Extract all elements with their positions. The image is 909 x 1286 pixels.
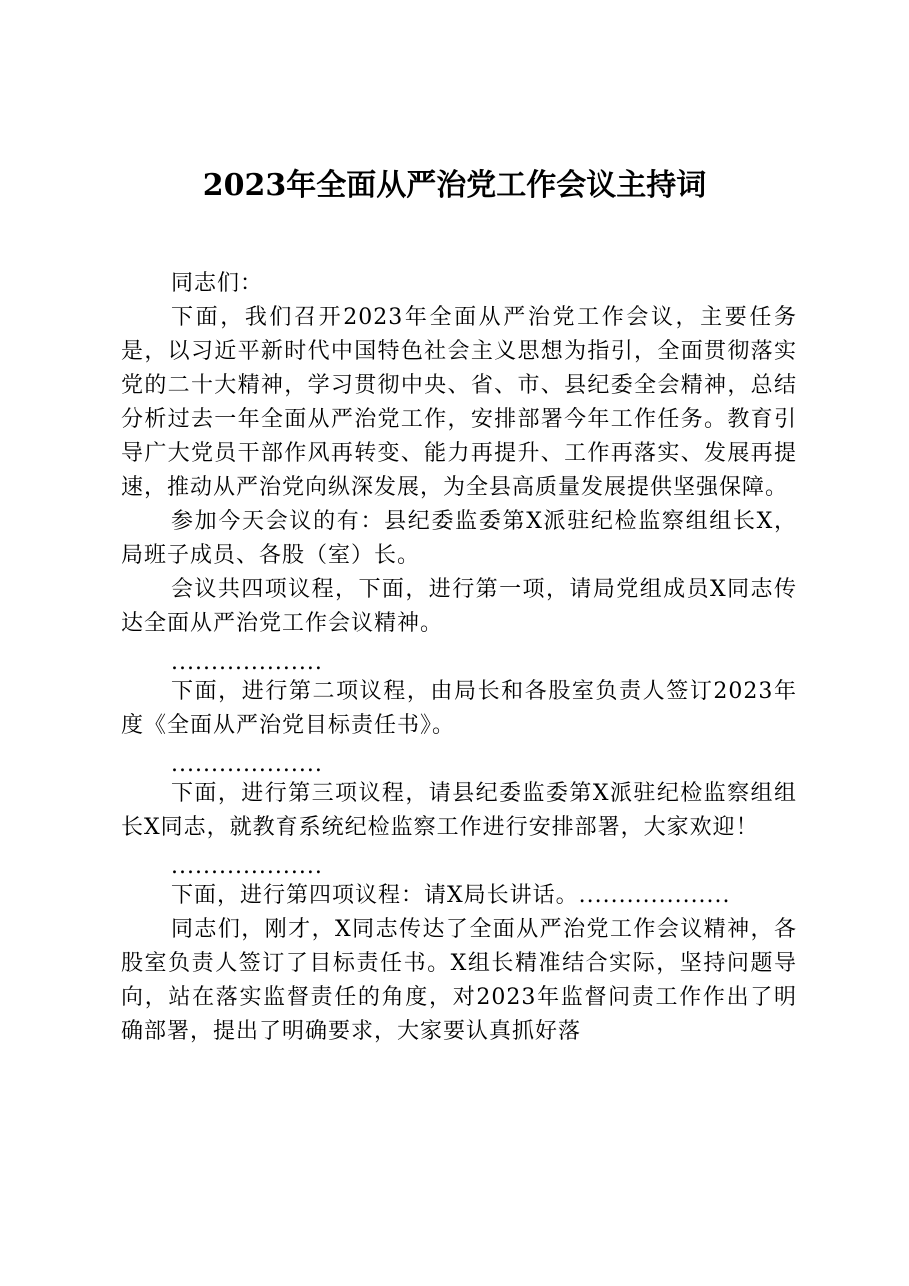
ellipsis-line: ................... bbox=[171, 854, 323, 879]
ellipsis-line: ................... bbox=[171, 650, 323, 675]
agenda-item-1-paragraph: 会议共四项议程，下面，进行第一项，请局党组成员X同志传达全面从严治党工作会议精神。 bbox=[121, 577, 797, 636]
agenda-item-3-paragraph: 下面，进行第三项议程，请县纪委监委第X派驻纪检监察组组长X同志，就教育系统纪检监察工作进行安排部署，大家欢迎！ bbox=[121, 781, 797, 840]
meeting-intro-paragraph: 下面，我们召开2023年全面从严治党工作会议，主要任务是，以习近平新时代中国特色社会主义思想为指引，全面贯彻落实党的二十大精神，学习贯彻中央、省、市、县纪委全会精神，总结分析过去一年全面从严治党工作，安排部署今年工作任务。教育引导广大党员干部作风再转变、能力再提升、工作再落实、发展再提速，推动从严治党向纵深发展，为全县高质量发展提供坚强保障。 bbox=[121, 305, 797, 500]
agenda-item-4-paragraph: 下面，进行第四项议程：请X局长讲话。................... bbox=[171, 883, 731, 908]
document-title: 2023年全面从严治党工作会议主持词 bbox=[202, 168, 707, 203]
document-body bbox=[121, 267, 797, 1049]
closing-remarks-paragraph: 同志们，刚才，X同志传达了全面从严治党工作会议精神，各股室负责人签订了目标责任书。X组长精准结合实际，坚持问题导向，站在落实监督责任的角度，对2023年监督问责工作作出了明确部署，提出了明确要求，大家要认真抓好落 bbox=[121, 917, 797, 1044]
greeting-paragraph: 同志们： bbox=[171, 271, 264, 296]
agenda-item-2-paragraph: 下面，进行第二项议程，由局长和各股室负责人签订2023年度《全面从严治党目标责任书》。 bbox=[121, 679, 797, 738]
ellipsis-line: ................... bbox=[171, 752, 323, 777]
attendees-paragraph: 参加今天会议的有：县纪委监委第X派驻纪检监察组组长X，局班子成员、各股（室）长。 bbox=[121, 509, 797, 568]
